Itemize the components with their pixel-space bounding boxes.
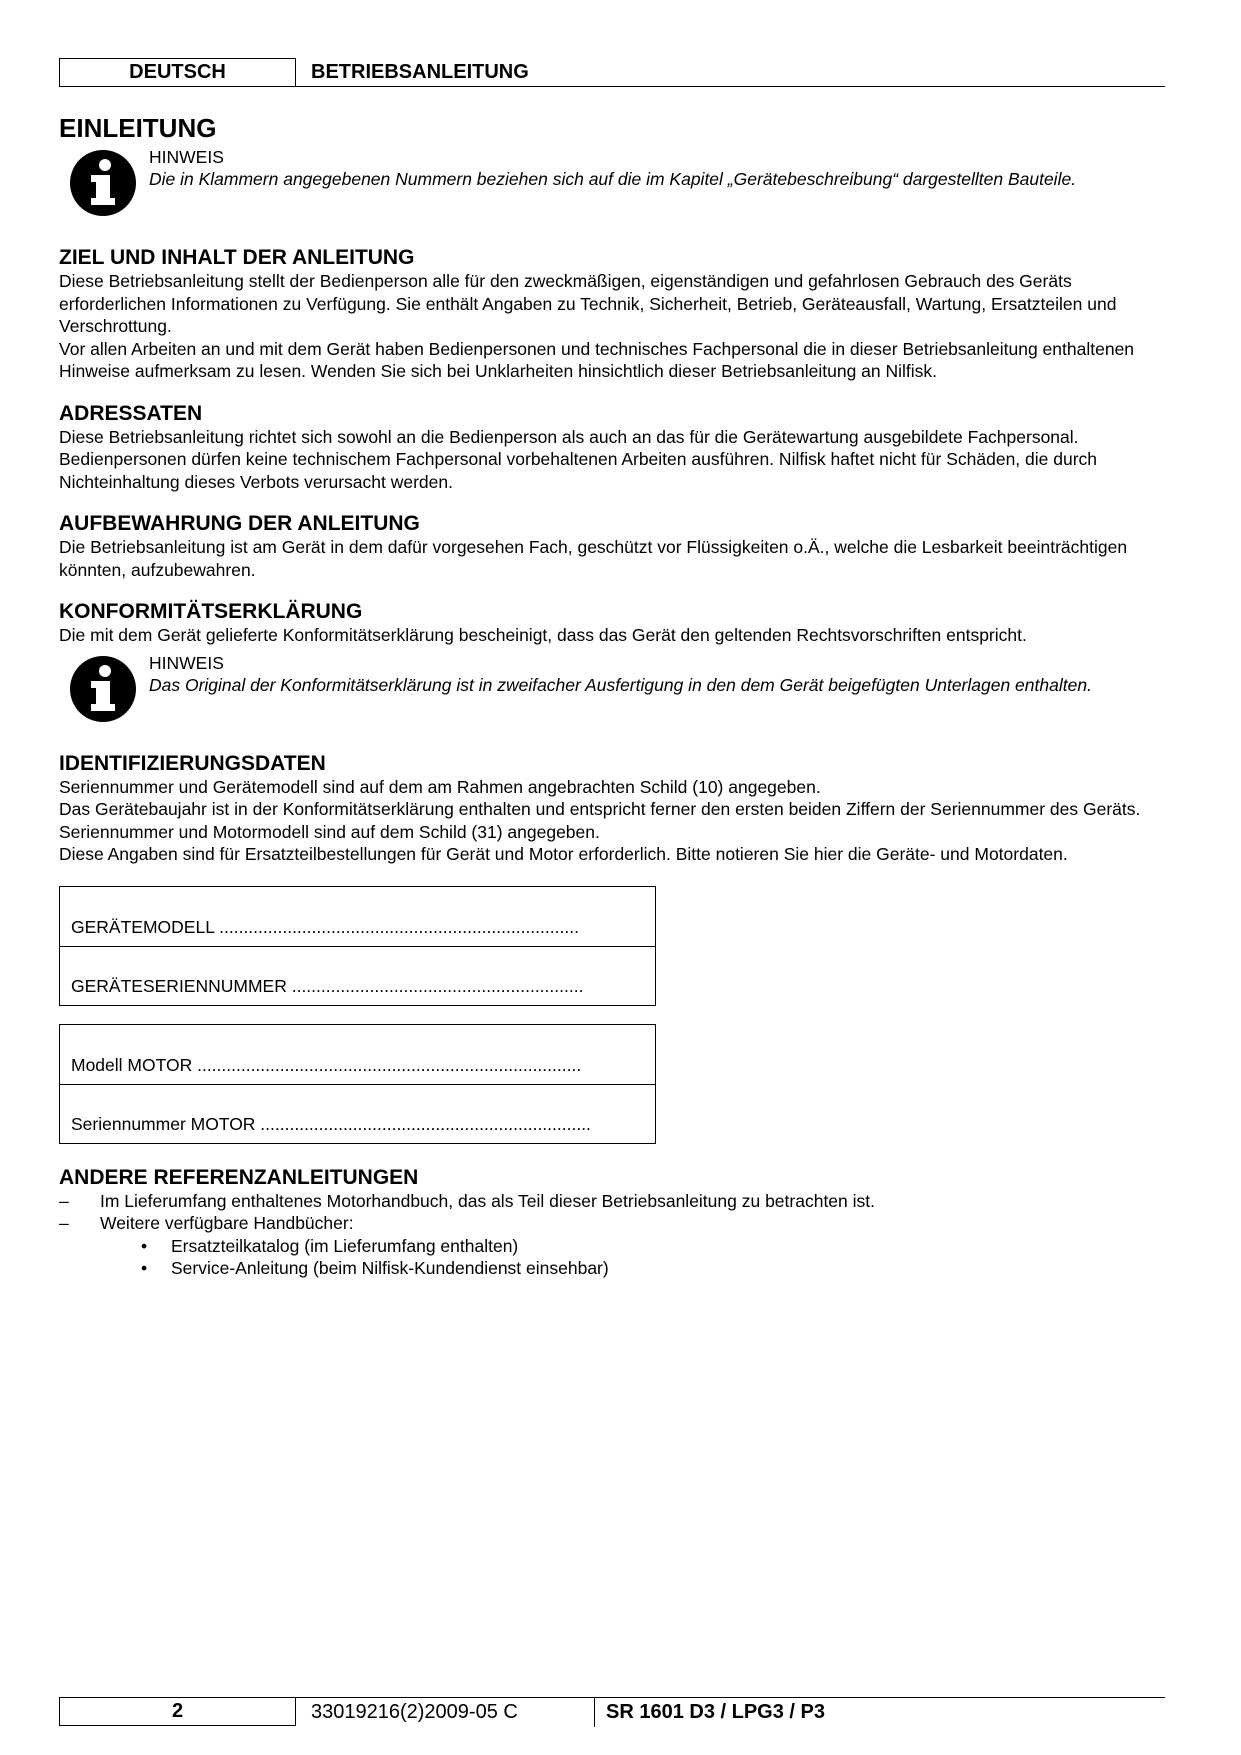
footer-separator <box>594 1697 595 1727</box>
header-rule <box>296 86 1165 87</box>
list-item <box>59 1190 1169 1213</box>
machine-data-box <box>59 886 656 1006</box>
paragraph: Die mit dem Gerät gelieferte Konformitätserklärung bescheinigt, dass das Gerät den geltenden Rechtsvorschriften entspricht. <box>59 625 1027 645</box>
sub-list <box>100 1235 1169 1280</box>
paragraph: Diese Betriebsanleitung stellt der Bedienperson alle für den zweckmäßigen, eigenständigen und gefahrlosen Gebrauch des Geräts erforderlichen Informationen zu Verfügung. Sie enthält Angaben zu Technik, Sicherheit, Betrieb, Geräteausfall, Wartung, Ersatzteilen und Verschrottung. <box>59 271 1117 336</box>
section-title: ANDERE REFERENZANLEITUNGEN <box>59 1165 419 1189</box>
note-text: Das Original der Konformitätserklärung ist in zweifacher Ausfertigung in den dem Gerät beigefügten Unterlagen enthalten. <box>149 674 1092 695</box>
section-title: AUFBEWAHRUNG DER ANLEITUNG <box>59 512 420 535</box>
section-referenzen <box>59 1166 1169 1280</box>
sub-list-item <box>100 1257 1169 1280</box>
dash-marker: – <box>59 1190 69 1211</box>
info-icon <box>70 150 136 216</box>
page-title: EINLEITUNG <box>59 113 217 143</box>
dash-marker: – <box>59 1213 69 1233</box>
page-header <box>59 58 1165 88</box>
machine-serial-field <box>60 946 655 1005</box>
list-item-text: Service-Anleitung (beim Nilfisk-Kundendienst einsehbar) <box>171 1258 609 1278</box>
note-label: HINWEIS <box>149 652 224 673</box>
section-ziel <box>59 246 1169 383</box>
engine-data-box <box>59 1024 656 1144</box>
list-item-text: Im Lieferumfang enthaltenes Motorhandbuch, das als Teil dieser Betriebsanleitung zu betrachten ist. <box>100 1190 875 1211</box>
manual-title: BETRIEBSANLEITUNG <box>311 61 529 83</box>
paragraph: Vor allen Arbeiten an und mit dem Gerät haben Bedienpersonen und technisches Fachpersonal die in dieser Betriebsanleitung enthaltenen Hinweise aufmerksam zu lesen. Wenden Sie sich bei Unklarheiten hinsichtlich dieser Betriebsanleitung an Nilfisk. <box>59 338 1135 381</box>
section-adressaten <box>59 402 1169 494</box>
section-identifizierung <box>59 752 1169 1144</box>
list-item-text: Ersatzteilkatalog (im Lieferumfang enthalten) <box>171 1235 519 1256</box>
paragraph: Die Betriebsanleitung ist am Gerät in dem dafür vorgesehen Fach, geschützt vor Flüssigkeiten o.Ä., welche die Lesbarkeit beeinträchtigen könnten, aufzubewahren. <box>59 537 1128 580</box>
field-label: GERÄTEMODELL .......................................................................... <box>71 916 579 937</box>
intro-note <box>59 146 1169 216</box>
section-konformitaet <box>59 600 1169 722</box>
field-label: Seriennummer MOTOR .................................................................... <box>71 1113 591 1134</box>
list-item-text: Weitere verfügbare Handbücher: <box>100 1213 354 1233</box>
note-text: Die in Klammern angegebenen Nummern beziehen sich auf die im Kapitel „Gerätebeschreibung“ dargestellten Bauteile. <box>149 169 1077 189</box>
paragraph: Diese Betriebsanleitung richtet sich sowohl an die Bedienperson als auch an das für die Gerätewartung ausgebildete Fachpersonal. Bedienpersonen dürfen keine technischem Fachpersonal vorbehaltenen Arbeiten ausführen. Nilfisk haftet nicht für Schäden, die durch Nichteinhaltung dieses Verbots verursacht werden. <box>59 426 1098 492</box>
conformity-note <box>59 652 1169 722</box>
section-title: ZIEL UND INHALT DER ANLEITUNG <box>59 246 415 269</box>
machine-model-field <box>60 887 655 946</box>
language-label: DEUTSCH <box>59 58 296 87</box>
field-label: Modell MOTOR ............................................................................... <box>71 1054 582 1075</box>
section-title: KONFORMITÄTSERKLÄRUNG <box>59 600 363 623</box>
page-footer <box>59 1697 1165 1727</box>
paragraph: Seriennummer und Motormodell sind auf dem Schild (31) angegeben. <box>59 821 600 842</box>
engine-serial-field <box>60 1084 655 1143</box>
page-number: 2 <box>59 1697 296 1726</box>
document-code: 33019216(2)2009-05 C <box>311 1701 518 1723</box>
field-label: GERÄTESERIENNUMMER ............................................................ <box>71 975 584 996</box>
model-name: SR 1601 D3 / LPG3 / P3 <box>606 1701 825 1723</box>
sub-list-item <box>100 1235 1169 1258</box>
section-title: IDENTIFIZIERUNGSDATEN <box>59 751 326 775</box>
paragraph: Das Gerätebaujahr ist in der Konformitätserklärung enthalten und entspricht ferner den ersten beiden Ziffern der Seriennummer des Geräts. <box>59 799 1141 819</box>
engine-model-field <box>60 1025 655 1084</box>
bullet-marker: • <box>141 1258 148 1278</box>
reference-list <box>59 1190 1169 1280</box>
info-icon <box>70 656 136 722</box>
paragraph: Diese Angaben sind für Ersatzteilbestellungen für Gerät und Motor erforderlich. Bitte notieren Sie hier die Geräte- und Motordaten. <box>59 844 1068 864</box>
paragraph: Seriennummer und Gerätemodell sind auf dem am Rahmen angebrachten Schild (10) angegeben. <box>59 776 821 797</box>
main-content <box>59 112 1169 1280</box>
section-title: ADRESSATEN <box>59 401 203 425</box>
list-item <box>59 1212 1169 1280</box>
section-aufbewahrung <box>59 512 1169 581</box>
bullet-marker: • <box>141 1235 148 1256</box>
note-label: HINWEIS <box>149 147 224 167</box>
